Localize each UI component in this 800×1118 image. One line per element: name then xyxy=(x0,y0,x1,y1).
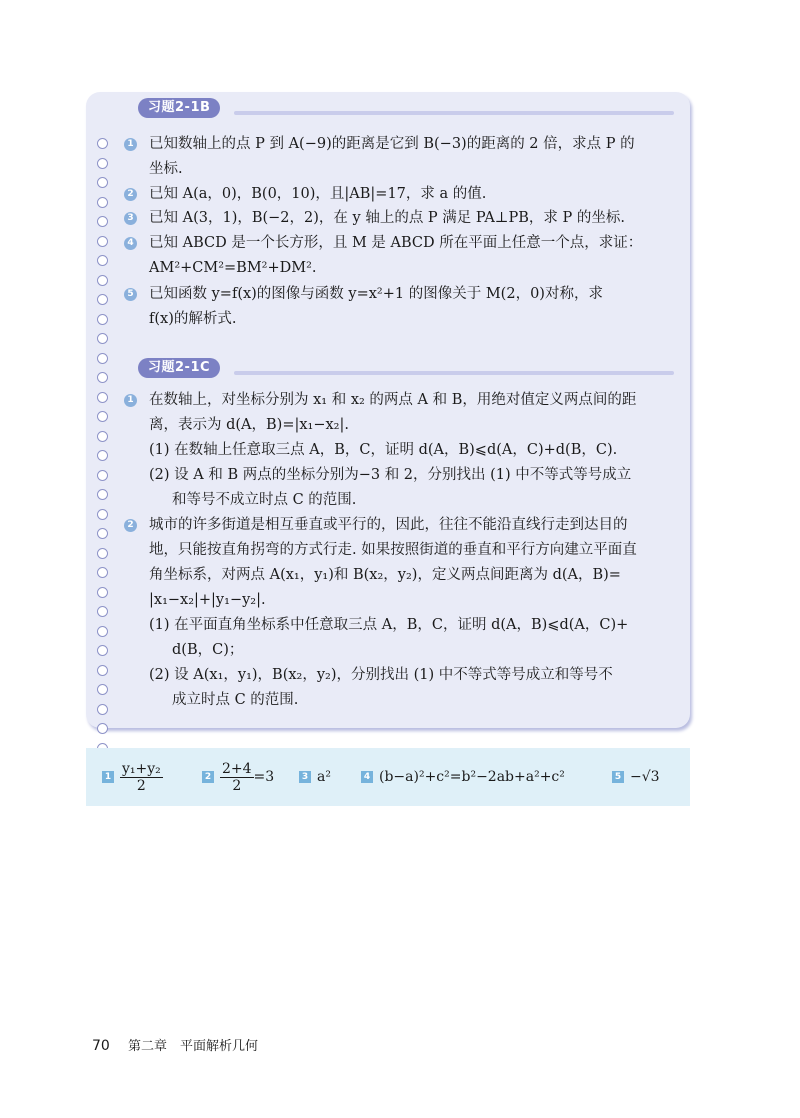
ring-icon xyxy=(97,665,108,676)
fraction-denominator: 2 xyxy=(136,777,146,794)
ring-icon xyxy=(97,567,108,578)
problem-number-badge: 5 xyxy=(124,288,137,301)
fraction xyxy=(120,761,163,794)
problem-number-badge: 3 xyxy=(124,212,137,225)
ring-icon xyxy=(97,236,108,247)
problem-text-line: AM²+CM²=BM²+DM². xyxy=(149,260,317,276)
answer-number-badge: 5 xyxy=(612,771,624,783)
answer-1 xyxy=(102,748,163,806)
problem-b1 xyxy=(126,132,674,182)
page-footer xyxy=(92,1035,258,1054)
answer-5 xyxy=(612,748,660,806)
problem-number-badge: 2 xyxy=(124,519,137,532)
ring-icon xyxy=(97,138,108,149)
ring-icon xyxy=(97,470,108,481)
ring-icon xyxy=(97,509,108,520)
ring-icon xyxy=(97,587,108,598)
section-c-header xyxy=(138,358,678,378)
answer-number-badge: 3 xyxy=(299,771,311,783)
answer-number-badge: 2 xyxy=(202,771,214,783)
ring-icon xyxy=(97,158,108,169)
problem-number-badge: 4 xyxy=(124,237,137,250)
fraction-numerator: 2+4 xyxy=(222,760,252,777)
answer-2 xyxy=(202,748,274,806)
ring-icon xyxy=(97,606,108,617)
ring-icon xyxy=(97,314,108,325)
subquestion-2-cont: 成立时点 C 的范围. xyxy=(172,692,299,708)
answer-text: (b−a)²+c²=b²−2ab+a²+c² xyxy=(379,769,565,785)
problem-text-line: 已知 A(a，0)，B(0，10)，且|AB|=17，求 a 的值. xyxy=(149,186,487,202)
ring-icon xyxy=(97,489,108,500)
problem-text-line: 坐标. xyxy=(149,161,183,177)
ring-icon xyxy=(97,255,108,266)
fraction-numerator: y₁+y₂ xyxy=(122,760,161,777)
ring-icon xyxy=(97,353,108,364)
ring-icon xyxy=(97,548,108,559)
problem-b2 xyxy=(126,182,674,207)
ring-icon xyxy=(97,645,108,656)
problem-b4 xyxy=(126,231,674,281)
problem-number-badge: 1 xyxy=(124,394,137,407)
problem-b3 xyxy=(126,206,674,231)
answer-4 xyxy=(361,748,565,806)
problem-number-badge: 2 xyxy=(124,188,137,201)
problem-text-line: 城市的许多街道是相互垂直或平行的，因此，往往不能沿直线行走到达目的 xyxy=(149,517,628,533)
binder-rings xyxy=(97,138,113,762)
problem-text-line: 离，表示为 d(A，B)=|x₁−x₂|. xyxy=(149,417,349,433)
page-number: 70 xyxy=(92,1038,110,1054)
ring-icon xyxy=(97,372,108,383)
ring-icon xyxy=(97,704,108,715)
problem-c1 xyxy=(126,388,674,513)
ring-icon xyxy=(97,684,108,695)
ring-icon xyxy=(97,392,108,403)
section-c-tag: 习题2-1C xyxy=(138,358,220,378)
ring-icon xyxy=(97,216,108,227)
subquestion-2: (2) 设 A 和 B 两点的坐标分别为−3 和 2，分别找出 (1) 中不等式等号成立 xyxy=(149,467,632,483)
ring-icon xyxy=(97,528,108,539)
problem-number-badge: 1 xyxy=(124,138,137,151)
problem-text-line: |x₁−x₂|+|y₁−y₂|. xyxy=(149,592,266,608)
subquestion-2-cont: 和等号不成立时点 C 的范围. xyxy=(172,492,357,508)
problem-text-line: 已知数轴上的点 P 到 A(−9)的距离是它到 B(−3)的距离的 2 倍，求点 P 的 xyxy=(149,136,635,152)
ring-icon xyxy=(97,294,108,305)
answer-number-badge: 1 xyxy=(102,771,114,783)
ring-icon xyxy=(97,450,108,461)
answer-text: −√3 xyxy=(630,769,660,785)
problem-b5 xyxy=(126,282,674,332)
problem-text-line: 已知 ABCD 是一个长方形，且 M 是 ABCD 所在平面上任意一个点，求证： xyxy=(149,235,643,251)
fraction-denominator: 2 xyxy=(232,777,242,794)
ring-icon xyxy=(97,197,108,208)
chapter-title: 第二章 平面解析几何 xyxy=(127,1039,258,1054)
ring-icon xyxy=(97,723,108,734)
problem-c2 xyxy=(126,513,674,713)
fraction xyxy=(220,761,254,794)
ring-icon xyxy=(97,411,108,422)
problem-text-line: 已知函数 y=f(x)的图像与函数 y=x²+1 的图像关于 M(2，0)对称，求 xyxy=(149,286,603,302)
problem-text-line: 已知 A(3，1)，B(−2，2)，在 y 轴上的点 P 满足 PA⊥PB，求 P 的坐标. xyxy=(149,210,625,226)
section-b-tag: 习题2-1B xyxy=(138,98,220,118)
answer-strip xyxy=(86,748,690,806)
answer-3 xyxy=(299,748,331,806)
answer-number-badge: 4 xyxy=(361,771,373,783)
problem-text-line: 地，只能按直角拐弯的方式行走. 如果按照街道的垂直和平行方向建立平面直 xyxy=(149,542,637,558)
problem-text-line: f(x)的解析式. xyxy=(149,311,237,327)
section-divider xyxy=(234,371,674,375)
problem-text-line: 角坐标系，对两点 A(x₁，y₁)和 B(x₂，y₂)，定义两点间距离为 d(A，B)= xyxy=(149,567,621,583)
ring-icon xyxy=(97,626,108,637)
answer-text: a² xyxy=(317,769,331,785)
subquestion-2: (2) 设 A(x₁，y₁)，B(x₂，y₂)，分别找出 (1) 中不等式等号成立和等号不 xyxy=(149,667,613,683)
ring-icon xyxy=(97,177,108,188)
answer-text: =3 xyxy=(253,769,275,785)
section-divider xyxy=(234,111,674,115)
ring-icon xyxy=(97,275,108,286)
subquestion-1: (1) 在数轴上任意取三点 A，B，C，证明 d(A，B)⩽d(A，C)+d(B，C). xyxy=(149,442,618,458)
ring-icon xyxy=(97,431,108,442)
subquestion-1: (1) 在平面直角坐标系中任意取三点 A，B，C，证明 d(A，B)⩽d(A，C)+ xyxy=(149,617,629,633)
section-b-header xyxy=(138,98,678,118)
ring-icon xyxy=(97,333,108,344)
subquestion-1-cont: d(B，C)； xyxy=(172,642,244,658)
problem-text-line: 在数轴上，对坐标分别为 x₁ 和 x₂ 的两点 A 和 B，用绝对值定义两点间的距 xyxy=(149,392,637,408)
